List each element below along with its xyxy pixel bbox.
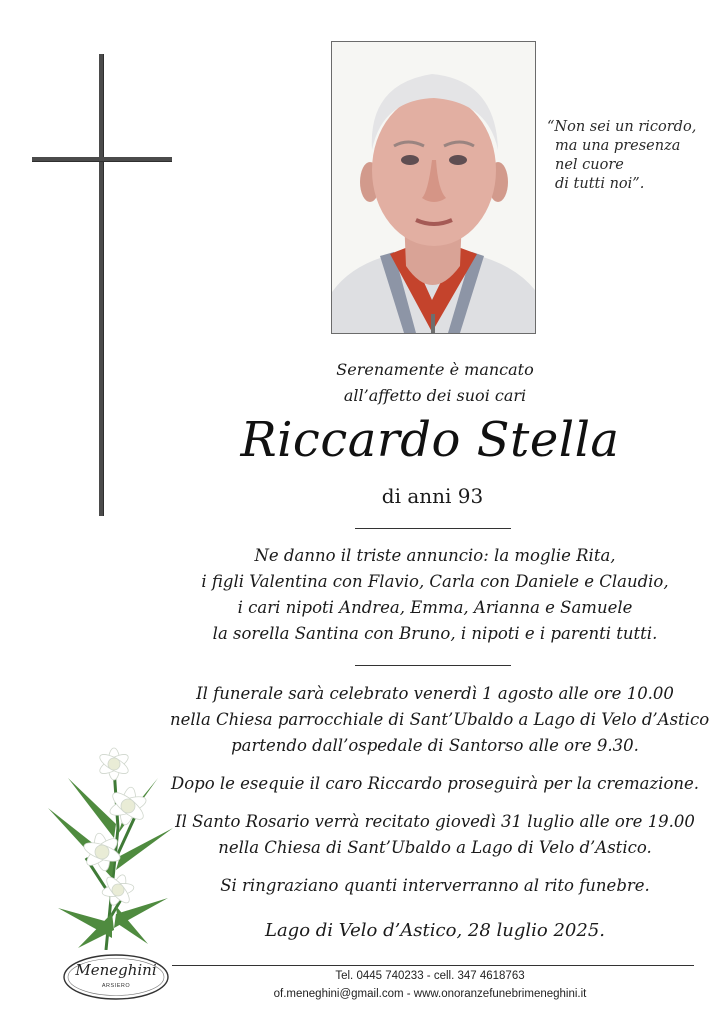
intro-line-2: all’affetto dei suoi cari: [343, 386, 527, 405]
divider: [355, 665, 511, 666]
announcement-line: i cari nipoti Andrea, Emma, Arianna e Samuele: [237, 598, 633, 617]
quote-line: “Non sei un ricordo,: [547, 119, 697, 135]
quote-line: nel cuore: [555, 157, 624, 173]
cross-vertical-bar: [99, 54, 103, 516]
announcement-line: la sorella Santina con Bruno, i nipoti e i parenti tutti.: [212, 624, 658, 643]
rosary-line: Il Santo Rosario verrà recitato giovedì 31 luglio alle ore 19.00: [175, 812, 695, 831]
place-date: Lago di Velo d’Astico, 28 luglio 2025.: [264, 920, 605, 941]
edelweiss-flowers-image: [28, 738, 178, 950]
cremation-line: Dopo le esequie il caro Riccardo proseguirà per la cremazione.: [170, 774, 700, 793]
meneghini-logo: [62, 953, 170, 1001]
portrait-photo: [331, 41, 536, 334]
deceased-name: Riccardo Stella: [240, 412, 620, 468]
funeral-line: partendo dall’ospedale di Santorso alle ore 9.30.: [231, 736, 639, 755]
intro-line-1: Serenamente è mancato: [336, 360, 534, 379]
divider: [355, 528, 511, 529]
deceased-age: di anni 93: [381, 484, 484, 508]
announcement-line: Ne danno il triste annuncio: la moglie Rita,: [254, 546, 616, 565]
footer-divider: [172, 965, 694, 966]
footer-phones: Tel. 0445 740233 - cell. 347 4618763: [335, 970, 525, 982]
portrait-illustration: [332, 42, 535, 333]
funeral-line: Il funerale sarà celebrato venerdì 1 agosto alle ore 10.00: [196, 684, 674, 703]
cross-horizontal-bar: [32, 157, 172, 161]
announcement-line: i figli Valentina con Flavio, Carla con Daniele e Claudio,: [201, 572, 669, 591]
footer-contacts: of.meneghini@gmail.com - www.onoranzefunebrimeneghini.it: [273, 988, 587, 1000]
funeral-line: nella Chiesa parrocchiale di Sant’Ubaldo a Lago di Velo d’Astico: [170, 710, 710, 729]
logo-town: ARSIERO: [101, 983, 131, 989]
rosary-line: nella Chiesa di Sant’Ubaldo a Lago di Velo d’Astico.: [218, 838, 652, 857]
quote-line: ma una presenza: [555, 138, 681, 154]
thanks-line: Si ringraziano quanti interverranno al rito funebre.: [220, 876, 650, 895]
memorial-quote: [547, 118, 717, 194]
logo-name: Meneghini: [75, 961, 157, 979]
quote-line: di tutti noi”.: [555, 176, 645, 192]
